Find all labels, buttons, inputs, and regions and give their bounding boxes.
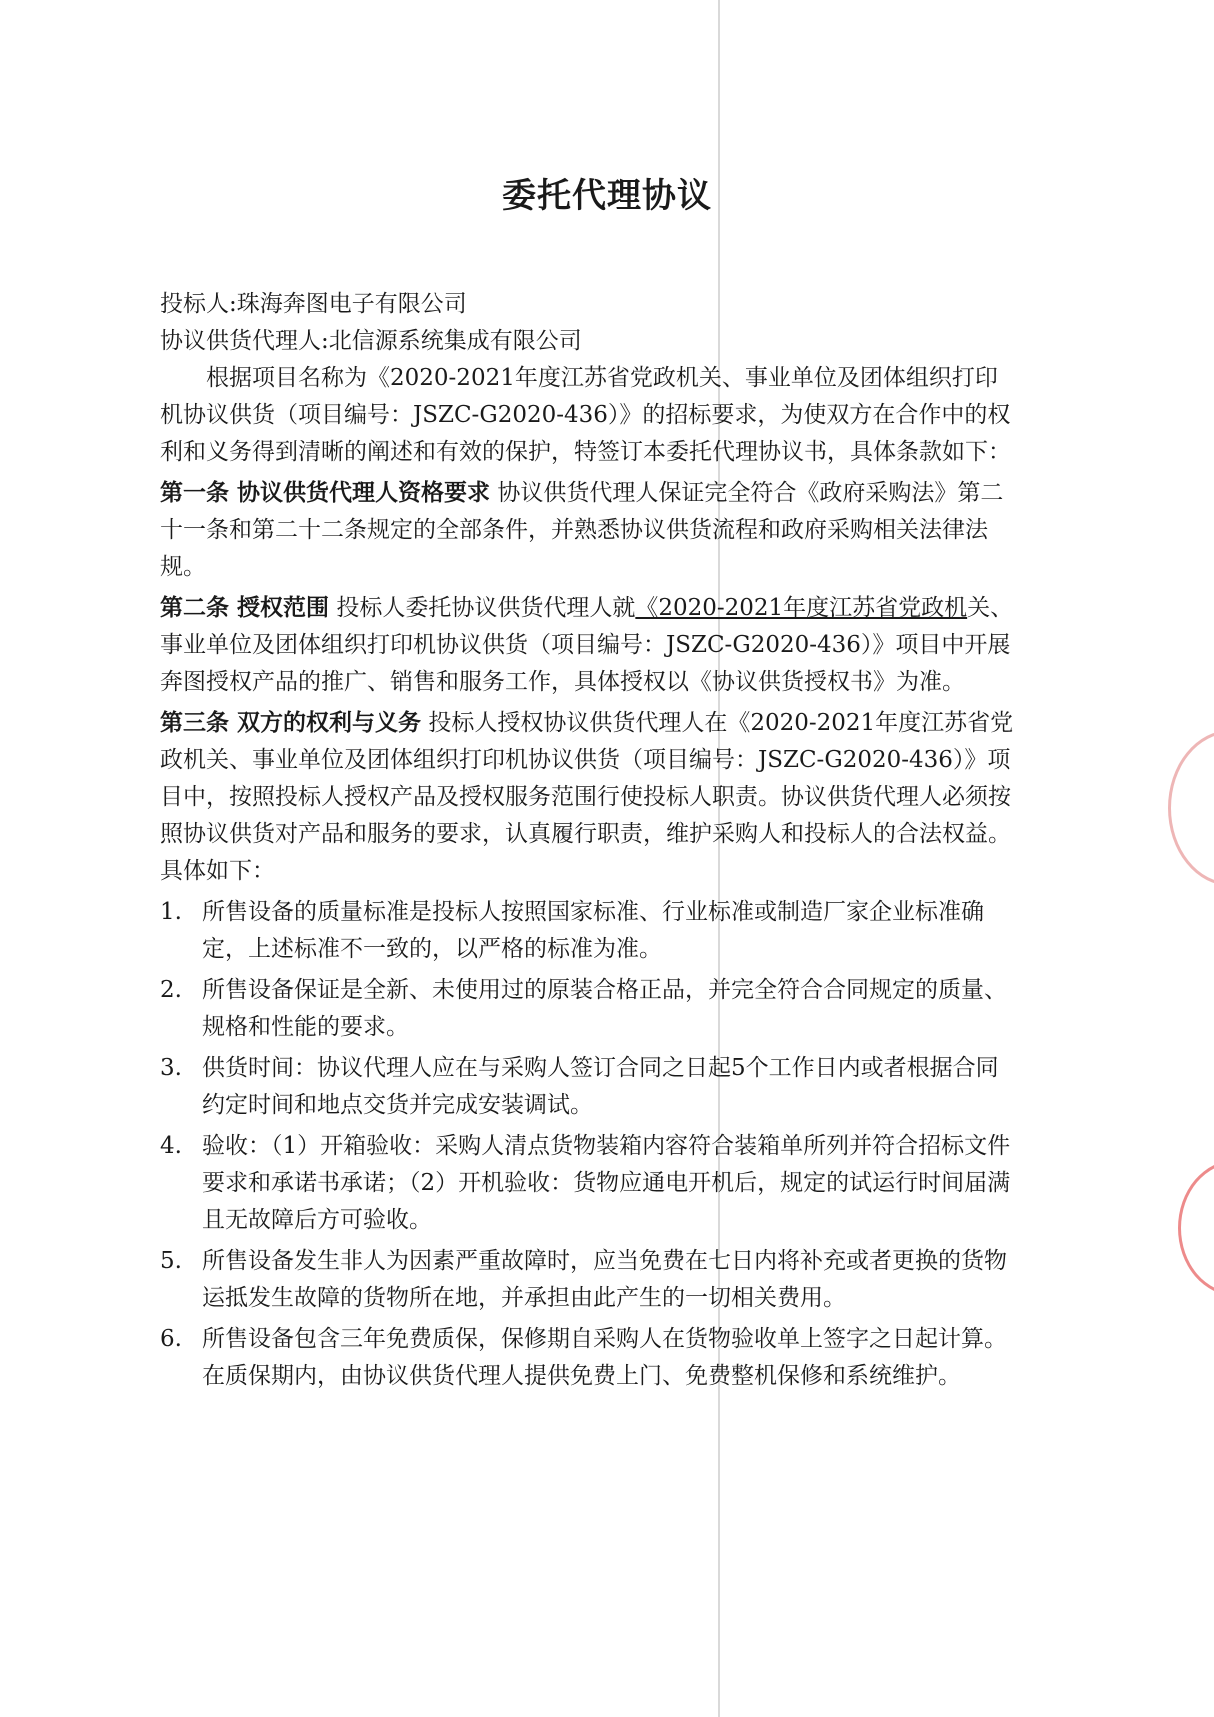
document-body	[160, 286, 1020, 1395]
list-item-text: 所售设备的质量标准是投标人按照国家标准、行业标准或制造厂家企业标准确定，上述标准不一致的，以严格的标准为准。	[202, 899, 984, 962]
list-item-text: 所售设备发生非人为因素严重故障时，应当免费在七日内将补充或者更换的货物运抵发生故障的货物所在地，并承担由此产生的一切相关费用。	[202, 1248, 1007, 1311]
bidder-line: 投标人:珠海奔图电子有限公司	[160, 291, 467, 317]
list-item	[160, 1321, 1020, 1395]
article-2-text-pre: 投标人委托协议供货代理人就	[329, 595, 636, 621]
red-seal-stamp-upper	[1168, 730, 1214, 886]
article-1-heading: 第一条 协议供货代理人资格要求	[160, 480, 491, 506]
article-2-text-underlined: 《2020-2021年度江苏省党政机	[635, 595, 968, 621]
list-item-text: 所售设备包含三年免费质保，保修期自采购人在货物验收单上签字之日起计算。在质保期内，由协议供货代理人提供免费上门、免费整机保修和系统维护。	[202, 1326, 1007, 1389]
article-2-text-post: 关、事业单位及团体组织打印机协议供货（项目编号：JSZC-G2020-436）》项目中开展奔图授权产品的推广、销售和服务工作，具体授权以《协议供货授权书》为准。	[160, 595, 1014, 695]
obligation-list	[160, 894, 1020, 1395]
article-3-text: 投标人授权协议供货代理人在《2020-2021年度江苏省党政机关、事业单位及团体组织打印机协议供货（项目编号：JSZC-G2020-436）》项目中，按照投标人授权产品及授权服务范围行使投标人职责。协议供货代理人必须按照协议供货对产品和服务的要求，认真履行职责，维护采购人和投标人的合法权益。具体如下：	[160, 710, 1014, 884]
list-item	[160, 1243, 1020, 1317]
list-item-number: 5.	[160, 1248, 182, 1274]
list-item-number: 2.	[160, 977, 182, 1003]
document-title: 委托代理协议	[502, 176, 712, 216]
list-item-number: 3.	[160, 1055, 182, 1081]
preamble-paragraph: 根据项目名称为《2020-2021年度江苏省党政机关、事业单位及团体组织打印机协议供货（项目编号：JSZC-G2020-436）》的招标要求，为使双方在合作中的权利和义务得到清晰的阐述和有效的保护，特签订本委托代理协议书，具体条款如下：	[160, 365, 1011, 465]
list-item-number: 6.	[160, 1326, 182, 1352]
list-item-text: 验收：（1）开箱验收：采购人清点货物装箱内容符合装箱单所列并符合招标文件要求和承诺书承诺；（2）开机验收：货物应通电开机后，规定的试运行时间届满且无故障后方可验收。	[202, 1133, 1011, 1233]
list-item-number: 4.	[160, 1133, 182, 1159]
article-3	[160, 705, 1020, 890]
agent-line: 协议供货代理人:北信源系统集成有限公司	[160, 328, 582, 354]
list-item-text: 所售设备保证是全新、未使用过的原装合格正品，并完全符合合同规定的质量、规格和性能的要求。	[202, 977, 1007, 1040]
article-3-heading: 第三条 双方的权利与义务	[160, 710, 422, 736]
article-1	[160, 475, 1020, 586]
list-item	[160, 1050, 1020, 1124]
list-item-number: 1.	[160, 899, 182, 925]
article-2	[160, 590, 1020, 701]
list-item-text: 供货时间：协议代理人应在与采购人签订合同之日起5个工作日内或者根据合同约定时间和地点交货并完成安装调试。	[202, 1055, 999, 1118]
article-1-text: 协议供货代理人保证完全符合《政府采购法》第二十一条和第二十二条规定的全部条件，并熟悉协议供货流程和政府采购相关法律法规。	[160, 480, 1004, 580]
list-item	[160, 972, 1020, 1046]
red-seal-stamp-lower	[1178, 1160, 1214, 1296]
list-item	[160, 1128, 1020, 1239]
list-item	[160, 894, 1020, 968]
article-2-heading: 第二条 授权范围	[160, 595, 330, 621]
